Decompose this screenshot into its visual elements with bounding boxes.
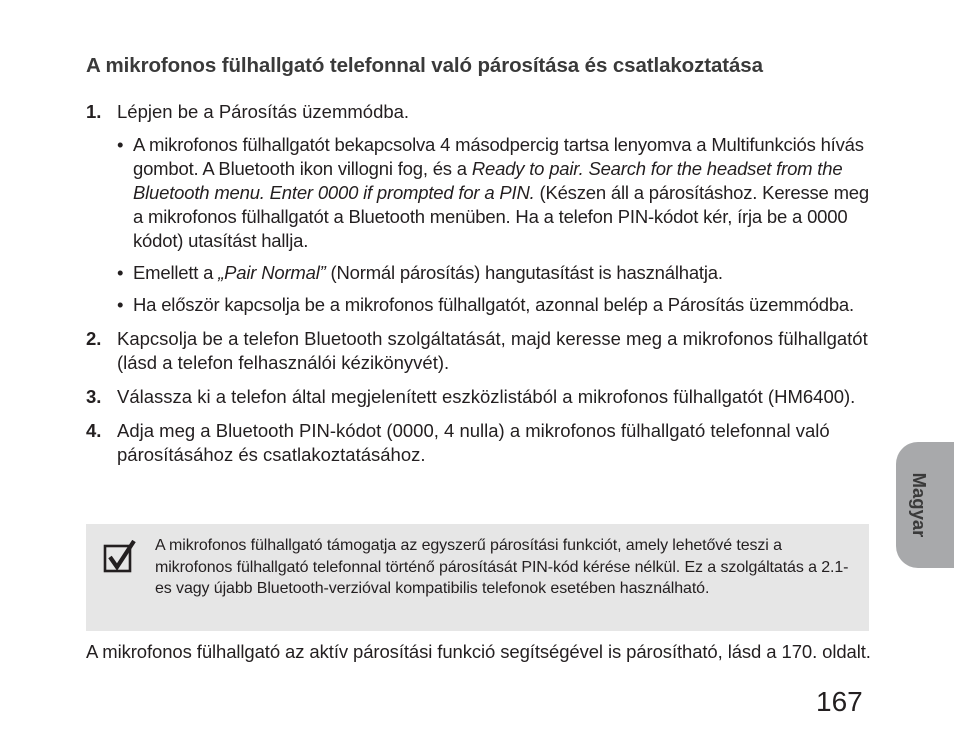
bullet-text: A mikrofonos fülhallgatót bekapcsolva 4 másodpercig tartsa lenyomva a Multifunkciós hívás gombot. A Bluetooth ikon villogni fog, és a: [133, 134, 864, 179]
bullet-marker: •: [117, 262, 124, 283]
step-text: Adja meg a Bluetooth PIN-kódot (0000, 4 nulla) a mikrofonos fülhallgató telefonnal való párosításához és csatlakoztatásához.: [117, 420, 830, 465]
bullet-text-after: (Normál párosítás) hangutasítást is használhatja.: [325, 262, 723, 283]
closing-paragraph: A mikrofonos fülhallgató az aktív párosítási funkció segítségével is párosítható, lásd a 170. oldalt.: [86, 641, 871, 662]
step-number: 1.: [86, 101, 102, 122]
step-1: [86, 100, 876, 317]
bullet-text: Emellett a: [133, 262, 219, 283]
step-text: Kapcsolja be a telefon Bluetooth szolgáltatását, majd keresse meg a mikrofonos fülhallgatót (lásd a telefon felhasználói kézikönyvét).: [117, 328, 868, 373]
section-heading: A mikrofonos fülhallgató telefonnal való párosítása és csatlakoztatása: [86, 54, 763, 77]
language-tab-label: Magyar: [909, 472, 930, 538]
bullet-item-first-power-on: [117, 293, 876, 317]
checkbox-check-icon: [103, 540, 137, 574]
step-text: Válassza ki a telefon által megjelenített eszközlistából a mikrofonos fülhallgatót (HM6400).: [117, 386, 856, 407]
bullet-text: Ha először kapcsolja be a mikrofonos fülhallgatót, azonnal belép a Párosítás üzemmódba.: [133, 294, 854, 315]
bullet-item-hold-button: [117, 133, 876, 253]
step-number: 4.: [86, 420, 102, 441]
bullet-marker: •: [117, 134, 124, 155]
step-4: [86, 419, 876, 467]
step-3: [86, 385, 876, 409]
page-number: 167: [816, 686, 863, 717]
language-tab: [896, 442, 954, 568]
bullet-item-pair-normal: [117, 261, 876, 285]
bullet-text-after: (Készen áll a párosításhoz. Keresse meg a mikrofonos fülhallgatót a Bluetooth menüben. Ha a telefon PIN-kódot kér, írja be a 0000 kódot) utasítást hallja.: [133, 182, 869, 251]
bullet-voice-command: „Pair Normal”: [218, 262, 326, 283]
bullet-voice-prompt: Ready to pair. Search for the headset from the Bluetooth menu. Enter 0000 if prompted for a PIN.: [133, 158, 843, 203]
bullet-marker: •: [117, 294, 124, 315]
step-number: 2.: [86, 328, 102, 349]
step-text: Lépjen be a Párosítás üzemmódba.: [117, 101, 410, 122]
step-number: 3.: [86, 386, 102, 407]
step-1-bullets: [117, 133, 876, 317]
steps-list: [86, 100, 876, 477]
note-text: A mikrofonos fülhallgató támogatja az egyszerű párosítási funkciót, amely lehetővé teszi a mikrofonos fülhallgató telefonnal történő párosítását PIN-kód kérése nélkül. Ez a szolgáltatás a 2.1-es vagy újabb Bluetooth-verzióval kompatibilis telefonok esetében használható.: [155, 537, 849, 597]
step-2: [86, 327, 876, 375]
note-box: [86, 524, 869, 631]
